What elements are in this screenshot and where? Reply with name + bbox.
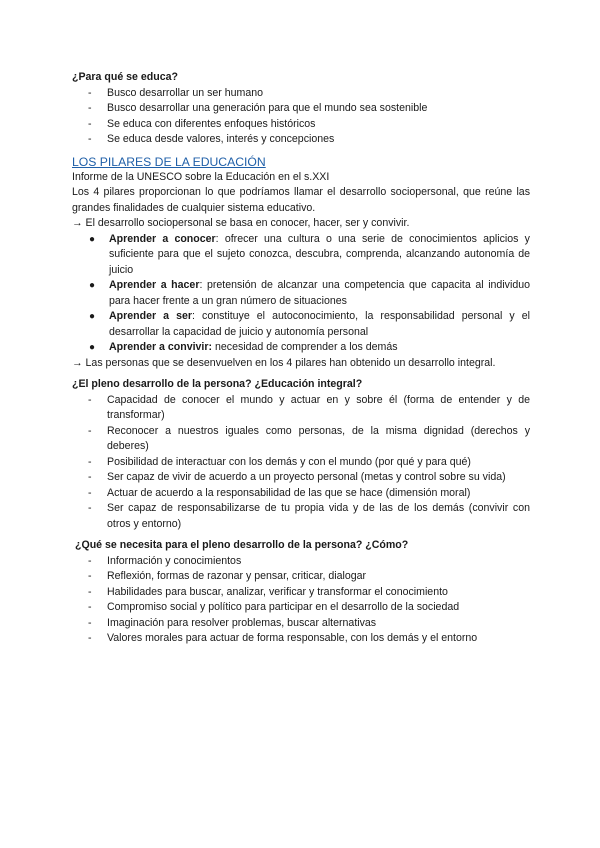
list-item: - Actuar de acuerdo a la responsabilidad de las que se hace (dimensión moral) [88,486,471,499]
list-item: - Busco desarrollar un ser humano [88,86,264,99]
list-pleno-desarrollo [72,393,530,533]
list-item: - Posibilidad de interactuar con los demás y con el mundo (por qué y para qué) [88,455,471,468]
pillar-item-hacer: ● Aprender a hacer: pretensión de alcanzar una competencia que capacita al individuo para hacer frente a un gran número de situaciones [89,279,531,307]
sociopersonal-line: → El desarrollo sociopersonal se basa en conocer, hacer, ser y convivir. [72,217,410,229]
pilares-description: Los 4 pilares proporcionan lo que podríamos llamar el desarrollo sociopersonal, que reúne las grandes finalidades de cualquier sistema educativo. [72,186,530,214]
list-item: - Ser capaz de responsabilizarse de tu propia vida y de las de los demás (convivir con otros y entorno) [88,502,530,530]
list-item: - Reflexión, formas de razonar y pensar, criticar, dialogar [88,570,367,582]
list-item: - Compromiso social y político para participar en el desarrollo de la sociedad [88,601,460,613]
pillars-list [72,232,530,356]
question-pleno-desarrollo: ¿El pleno desarrollo de la persona? ¿Educación integral? [72,378,363,390]
pillar-item-convivir: ● Aprender a convivir: necesidad de comprender a los demás [89,341,398,353]
list-item: - Valores morales para actuar de forma responsable, con los demás y el entorno [88,632,478,644]
question-para-que-se-educa: ¿Para qué se educa? [72,71,178,83]
list-item: - Imaginación para resolver problemas, buscar alternativas [88,616,377,629]
list-item: - Reconocer a nuestros iguales como personas, de la misma dignidad (derechos y deberes) [88,424,530,452]
list-item: - Ser capaz de vivir de acuerdo a un proyecto personal (metas y control sobre su vida) [88,471,506,483]
list-item: - Habilidades para buscar, analizar, verificar y transformar el conocimiento [88,585,448,598]
list-item: - Capacidad de conocer el mundo y actuar en y sobre él (forma de entender y de transformar) [88,393,530,421]
list-item: - Información y conocimientos [88,554,242,567]
unesco-line: Informe de la UNESCO sobre la Educación en el s.XXI [72,170,330,183]
question-que-se-necesita: ¿Qué se necesita para el pleno desarrollo de la persona? ¿Cómo? [75,539,409,551]
list-item: - Se educa con diferentes enfoques históricos [88,117,316,130]
list-que-se-necesita [72,554,530,647]
list-item: - Se educa desde valores, interés y concepciones [88,133,335,145]
pillar-item-ser: ● Aprender a ser: constituye el autoconocimiento, la responsabilidad personal y el desarrollar la capacidad de juicio y autonomía personal [89,310,531,338]
list-para-que-se-educa [72,86,530,148]
pillar-item-conocer: ● Aprender a conocer: ofrecer una cultura o una serie de conocimientos aplicios y suficiente para que el sujeto conozca, descubra, comprenda, alcanzando autonomía de juicio [89,232,530,276]
conclusion-line: → Las personas que se desenvuelven en los 4 pilares han obtenido un desarrollo integral. [72,356,496,369]
list-item: - Busco desarrollar una generación para que el mundo sea sostenible [88,102,428,114]
section-title-pilares[interactable]: LOS PILARES DE LA EDUCACIÓN [72,154,266,169]
